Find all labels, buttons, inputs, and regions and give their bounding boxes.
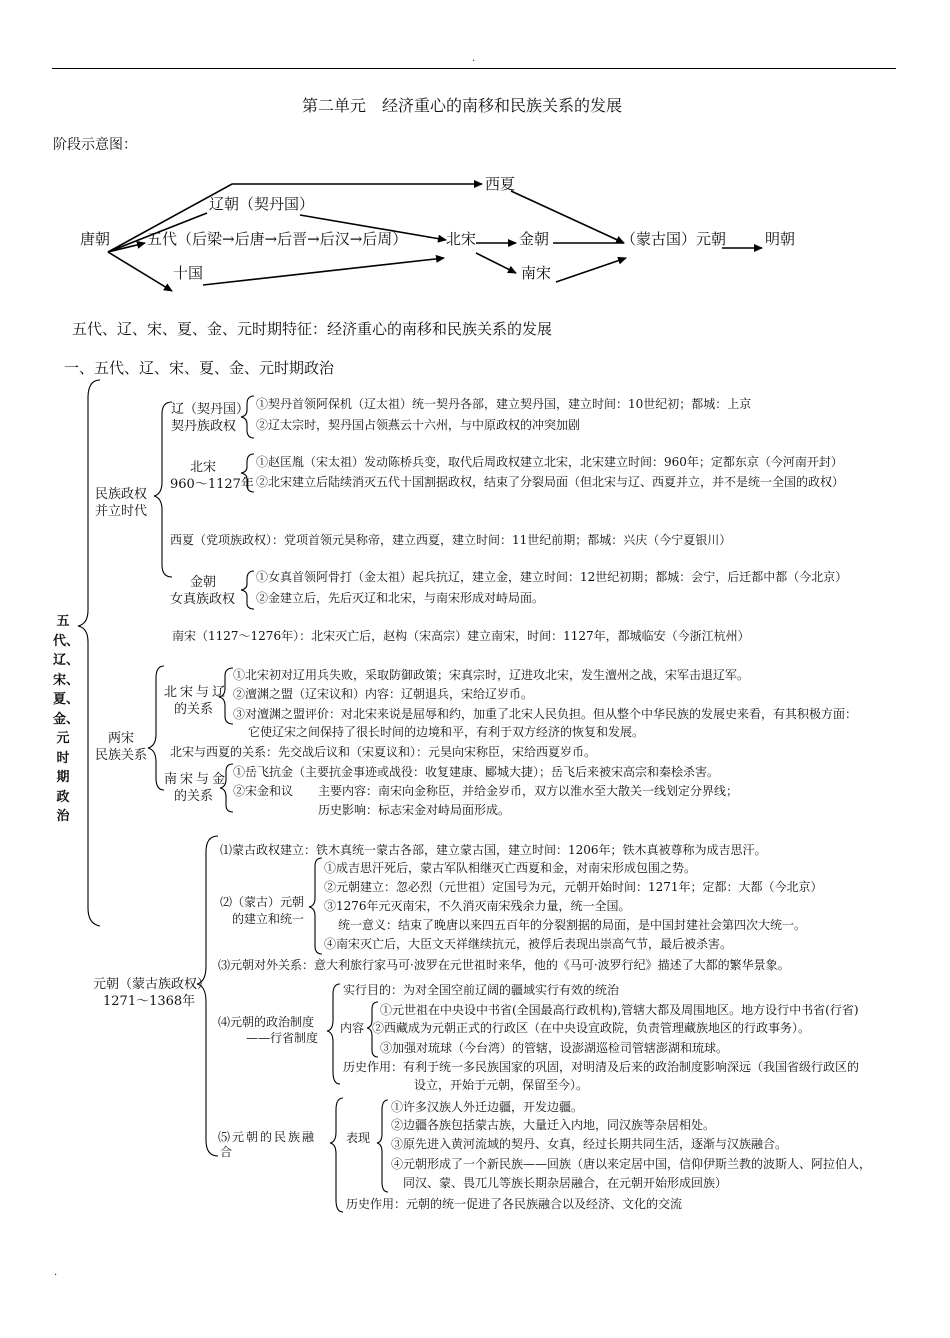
section-heading: 一、五代、辽、宋、夏、金、元时期政治 — [64, 359, 335, 377]
yuan-p5-label-1: ⑸元朝的民族融 — [218, 1130, 317, 1144]
nansong-text: 南宋（1127～1276年）：北宋灭亡后，赵构（宋高宗）建立南宋，时间：1127年，都城临安（今浙江杭州） — [172, 629, 750, 643]
yuan-p5-label-2: 合 — [220, 1145, 233, 1159]
yuan-p5-4: ④元朝形成了一个新民族——回族（唐以来定居中国，信仰伊斯兰教的波斯人、阿拉伯人， — [391, 1157, 872, 1171]
node-shiguo: 十国 — [173, 264, 204, 282]
beisong-point-2: ②北宋建立后陆续消灭五代十国割据政权，结束了分裂局面（但北宋与辽、西夏并立，并不是统一全国的政权） — [256, 475, 845, 489]
liangsong-label-2: 民族关系 — [95, 748, 148, 763]
jin-label-2: 女真族政权 — [170, 592, 236, 607]
liao-label-1: 辽（契丹国） — [171, 402, 250, 417]
node-tang: 唐朝 — [80, 230, 111, 248]
minzu-label-2: 并立时代 — [95, 504, 148, 519]
bl-label-1: 北宋与辽 — [164, 685, 229, 700]
beisong-label-1: 北宋 — [190, 460, 217, 475]
yuan-p5-5: 同汉、蒙、畏兀儿等族长期杂居融合，在元朝开始形成回族） — [403, 1176, 728, 1190]
nj-point-3: 历史影响：标志宋金对峙局面形成。 — [318, 803, 511, 817]
liao-label-2: 契丹族政权 — [171, 419, 237, 434]
bl-point-1: ①北宋初对辽用兵失败，采取防御政策；宋真宗时，辽进攻北宋，发生澶州之战，宋军击退辽军。 — [233, 668, 750, 682]
yuan-p5-biaoxian: 表现 — [346, 1131, 371, 1145]
yuan-p3: ⑶元朝对外关系：意大利旅行家马可·波罗在元世祖时来华，他的《马可·波罗行纪》描述了大都的繁华景象。 — [218, 958, 790, 972]
beisong-point-1: ①赵匡胤（宋太祖）发动陈桥兵变，取代后周政权建立北宋，北宋建立时间：960年；定都东京（今河南开封） — [256, 455, 843, 469]
bl-label-2: 的关系 — [174, 702, 214, 717]
yuan-p4-label-2: ——行省制度 — [246, 1031, 319, 1045]
period-feature: 五代、辽、宋、夏、金、元时期特征：经济重心的南移和民族关系的发展 — [72, 320, 553, 338]
yuan-p4-label-1: ⑷元朝的政治制度 — [218, 1015, 315, 1029]
yuan-p5-1: ①许多汉族人外迁边疆，开发边疆。 — [391, 1100, 584, 1114]
jin-label-1: 金朝 — [190, 575, 217, 590]
nj-label-2: 的关系 — [174, 789, 214, 804]
node-beisong: 北宋 — [446, 230, 477, 248]
nj-point-2a: ②宋金和议 — [233, 784, 294, 798]
jin-point-2: ②金建立后，先后灭辽和北宋，与南宋形成对峙局面。 — [256, 591, 545, 605]
node-jin: 金朝 — [519, 230, 550, 248]
yuan-p4-neirong: 内容 — [340, 1021, 365, 1035]
jin-point-1: ①女真首领阿骨打（金太祖）起兵抗辽，建立金，建立时间：12世纪初期；都城：会宁，后迁都中都（今北京） — [256, 570, 848, 584]
footer-dot: . — [54, 1267, 58, 1278]
yuan-label-2: 1271～1368年 — [103, 994, 196, 1009]
header-dot: . — [472, 53, 476, 64]
node-liao: 辽朝（契丹国） — [209, 195, 315, 213]
page-title: 第二单元 经济重心的南移和民族关系的发展 — [302, 96, 623, 115]
yuan-p5-3: ③原先进入黄河流域的契丹、女真，经过长期共同生活，逐渐与汉族融合。 — [391, 1137, 788, 1151]
yuan-p4-hist-2: 设立，开始于元朝，保留至今）。 — [414, 1078, 589, 1092]
yuan-p2-4: 统一意义：结束了晚唐以来四五百年的分裂割据的局面，是中国封建社会第四次大统一。 — [338, 918, 807, 932]
beisong-label-2: 960～1127年 — [170, 477, 254, 492]
yuan-p5-hist: 历史作用：元朝的统一促进了各民族融合以及经济、文化的交流 — [346, 1197, 683, 1211]
side-title: 五代、辽、宋、夏、金、元时期政治 — [53, 614, 80, 824]
yuan-p1: ⑴蒙古政权建立：铁木真统一蒙古各部，建立蒙古国，建立时间：1206年；铁木真被尊称为成吉思汗。 — [220, 843, 767, 857]
song-xixia-relation: 北宋与西夏的关系：先交战后议和（宋夏议和）：元昊向宋称臣，宋给西夏岁币。 — [170, 745, 597, 759]
yuan-p4-3: ③加强对琉球（今台湾）的管辖，设澎湖巡检司管辖澎湖和琉球。 — [380, 1041, 729, 1055]
nj-point-2b: 主要内容：南宋向金称臣，并给金岁币，双方以淮水至大散关一线划定分界线； — [318, 784, 739, 798]
liangsong-label-1: 两宋 — [108, 731, 135, 746]
bl-point-3: ③对澶渊之盟评价：对北宋来说是屈辱和约，加重了北宋人民负担。但从整个中华民族的发展史来看，有其积极方面： — [233, 707, 858, 721]
yuan-p2-1: ①成吉思汗死后，蒙古军队相继灭亡西夏和金，对南宋形成包围之势。 — [324, 861, 697, 875]
yuan-p2-5: ④南宋灭亡后，大臣文天祥继续抗元，被俘后表现出崇高气节，最后被杀害。 — [324, 937, 733, 951]
diagram-label: 阶段示意图： — [53, 137, 137, 153]
liao-point-2: ②辽太宗时，契丹国占领燕云十六州，与中原政权的冲突加剧 — [256, 418, 581, 432]
node-menggu-yuan: （蒙古国）元朝 — [621, 230, 727, 248]
bl-point-4: 它使辽宋之间保持了很长时间的边境和平，有利于双方经济的恢复和发展。 — [248, 725, 645, 739]
minzu-label-1: 民族政权 — [95, 487, 148, 502]
nj-point-1: ①岳飞抗金（主要抗金事迹或战役：收复建康、郾城大捷）；岳飞后来被宋高宗和秦桧杀害。 — [233, 765, 720, 779]
yuan-p2-2: ②元朝建立：忽必烈（元世祖）定国号为元，元朝开始时间：1271年；定都：大都（今北京） — [324, 880, 823, 894]
yuan-p4-hist-1: 历史作用：有利于统一多民族国家的巩固，对明清及后来的政治制度影响深远（我国省级行政区的 — [343, 1060, 860, 1074]
yuan-p2-label-1: ⑵（蒙古）元朝 — [220, 895, 305, 909]
bl-point-2: ②澶渊之盟（辽宋议和）内容：辽朝退兵，宋给辽岁币。 — [233, 687, 534, 701]
node-ming: 明朝 — [765, 230, 796, 248]
yuan-p4-goal: 实行目的：为对全国空前辽阔的疆域实行有效的统治 — [343, 983, 620, 997]
node-wudai: 五代（后梁→后唐→后晋→后汉→后周） — [147, 230, 408, 248]
yuan-p4-2: ②西藏成为元朝正式的行政区（在中央设宣政院，负责管理藏族地区的行政事务）。 — [372, 1021, 811, 1035]
yuan-p2-3: ③1276年元灭南宋，不久消灭南宋残余力量，统一全国。 — [324, 899, 631, 913]
liao-point-1: ①契丹首领阿保机（辽太祖）统一契丹各部，建立契丹国，建立时间：10世纪初；都城：上京 — [256, 397, 752, 411]
xixia-text: 西夏（党项族政权）：党项首领元昊称帝，建立西夏，建立时间：11世纪前期；都城：兴庆（今宁夏银川） — [170, 533, 732, 547]
yuan-p5-2: ②边疆各族包括蒙古族，大量迁入内地，同汉族等杂居相处。 — [391, 1118, 716, 1132]
yuan-label-1: 元朝（蒙古族政权） — [93, 977, 211, 992]
yuan-p2-label-2: 的建立和统一 — [232, 912, 305, 926]
yuan-p4-1: ①元世祖在中央设中书省(全国最高行政机构),管辖大都及周围地区。地方设行中书省(行省) — [380, 1003, 859, 1017]
nj-label-1: 南宋与金 — [164, 772, 229, 787]
node-nansong: 南宋 — [521, 264, 552, 282]
node-xixia: 西夏 — [485, 175, 516, 193]
